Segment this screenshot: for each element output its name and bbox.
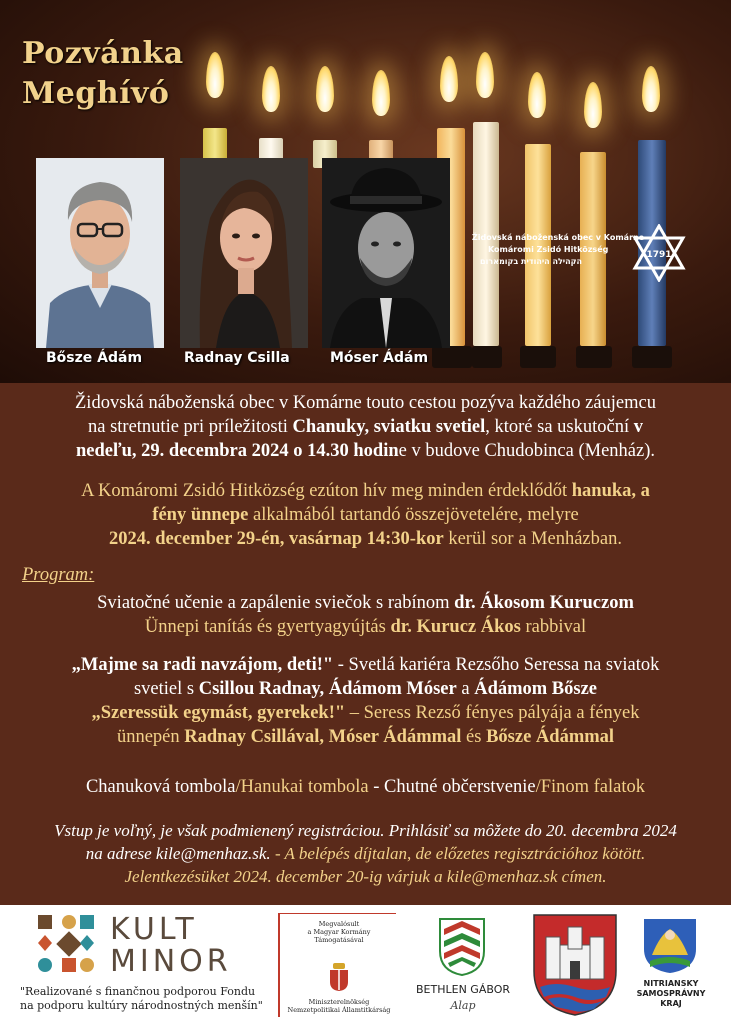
hungarian-gov-logo xyxy=(278,913,396,1017)
program-item-2-hu-line1: „Szeressük egymást, gyerekek!" – Seress Rezső fényes pályája a fények xyxy=(91,703,640,723)
program-item-2-sk-line1: „Majme sa radi navzájom, deti!" - Svetlá kariéra Rezsőho Seressa na sviatok xyxy=(71,655,660,675)
year-label: 1791 xyxy=(646,250,672,260)
program-item-1 xyxy=(0,591,731,639)
flame-icon xyxy=(528,72,546,118)
invitation-body xyxy=(0,383,731,905)
extras-line: Chanuková tombola/Hanukai tombola - Chutné občerstvenie/Finom falatok xyxy=(85,777,646,797)
intro-sk-line1: Židovská náboženská obec v Komárne touto cestou pozýva každého záujemcu xyxy=(75,393,656,413)
nitra-label: NITRIANSKY SAMOSPRÁVNY KRAJ xyxy=(636,979,706,1008)
intro-sk xyxy=(0,391,731,463)
intro-hu-line3: 2024. december 29-én, vasárnap 14:30-kor kerül sor a Menházban. xyxy=(109,529,622,549)
flame-icon xyxy=(440,56,458,102)
intro-sk-line3: nedeľu, 29. decembra 2024 o 14.30 hodine v budove Chudobinca (Menház). xyxy=(75,441,656,461)
candle-holder xyxy=(432,346,472,368)
photo-moser-adam xyxy=(322,158,450,348)
flame-icon xyxy=(372,70,390,116)
gov-text-bottom: Miniszterelnökség Nemzetpolitikai Államtitkárság xyxy=(287,998,391,1014)
candle-holder xyxy=(472,346,502,368)
photo-radnay-csilla xyxy=(180,158,308,348)
intro-sk-line2: na stretnutie pri príležitosti Chanuky, sviatku svetiel, ktoré sa uskutoční v xyxy=(88,417,643,437)
program-item-1-sk: Sviatočné učenie a zapálenie sviečok s rabínom dr. Ákosom Kuruczom xyxy=(97,593,634,613)
program-item-1-hu: Ünnepi tanítás és gyertyagyújtás dr. Kurucz Ákos rabbival xyxy=(144,617,587,637)
guest-name-1: Bősze Ádám xyxy=(46,350,143,366)
program-item-2-sk-line2: svetiel s Csillou Radnay, Ádámom Móser a Ádámom Bősze xyxy=(133,679,598,699)
guest-name-2: Radnay Csilla xyxy=(184,350,290,366)
flame-icon xyxy=(642,66,660,112)
kult-label: KULT xyxy=(110,912,198,947)
gov-text-top: Megvalósult a Magyar Kormány Támogatásával xyxy=(307,920,371,944)
guest-name-3: Móser Ádám xyxy=(330,350,429,366)
registration-line2: na adrese kile@menhaz.sk. - A belépés díjtalan, de előzetes regisztrációhoz kötött. xyxy=(85,844,646,863)
flame-icon xyxy=(584,82,602,128)
program-label: Program: xyxy=(22,565,95,585)
alap-label: Alap xyxy=(450,999,476,1012)
candle-holder xyxy=(520,346,556,368)
community-logo xyxy=(472,232,702,268)
flame-icon xyxy=(206,52,224,98)
registration xyxy=(0,819,731,888)
star-of-david-icon xyxy=(632,224,686,282)
hungarian-coat-of-arms-icon xyxy=(328,962,350,992)
fund-text xyxy=(20,985,263,1013)
flame-icon xyxy=(476,52,494,98)
title-sk: Pozvánka xyxy=(22,36,184,71)
program-item-2 xyxy=(0,653,731,749)
community-name-sk: Židovská náboženská obec v Komárne xyxy=(472,233,645,242)
flame-icon xyxy=(262,66,280,112)
candle-holder xyxy=(632,346,672,368)
candle-holder xyxy=(576,346,612,368)
photo-bosze-adam xyxy=(36,158,164,348)
nitra-region-logo-icon xyxy=(640,915,700,975)
registration-sk-line1: Vstup je voľný, je však podmienený registráciou. Prihlásiť sa môžete do 20. decembra 2024 xyxy=(54,821,677,840)
program-item-2-hu-line2: ünnepén Radnay Csillával, Móser Ádámmal és Bősze Ádámmal xyxy=(116,727,615,747)
registration-hu-line3: Jelentkezésüket 2024. december 20-ig várjuk a kile@menhaz.sk címen. xyxy=(124,867,607,886)
community-name-hu: Komáromi Zsidó Hitközség xyxy=(488,245,609,254)
sponsor-footer xyxy=(0,905,731,1023)
bethlen-gabor-logo-icon xyxy=(436,915,488,977)
hero-banner xyxy=(0,0,731,383)
komarno-coat-of-arms-icon xyxy=(530,911,620,1017)
kult-minor-logo-icon xyxy=(36,913,102,979)
title-hu: Meghívó xyxy=(22,76,170,111)
intro-hu-line2: fény ünnepe alkalmából tartandó összejövetelére, melyre xyxy=(152,505,579,525)
minor-label: MINOR xyxy=(110,944,232,979)
fund-text-line2: na podporu kultúry národnostných menšín" xyxy=(20,999,263,1012)
fund-text-line1: "Realizované s finančnou podporou Fondu xyxy=(20,985,256,998)
bethlen-label: BETHLEN GÁBOR xyxy=(416,983,510,996)
intro-hu xyxy=(0,479,731,551)
intro-hu-line1: A Komáromi Zsidó Hitközség ezúton hív meg minden érdeklődőt hanuka, a xyxy=(81,481,650,501)
flame-icon xyxy=(316,66,334,112)
community-name-he: הקהילה היהודית בקומארום xyxy=(480,257,583,266)
